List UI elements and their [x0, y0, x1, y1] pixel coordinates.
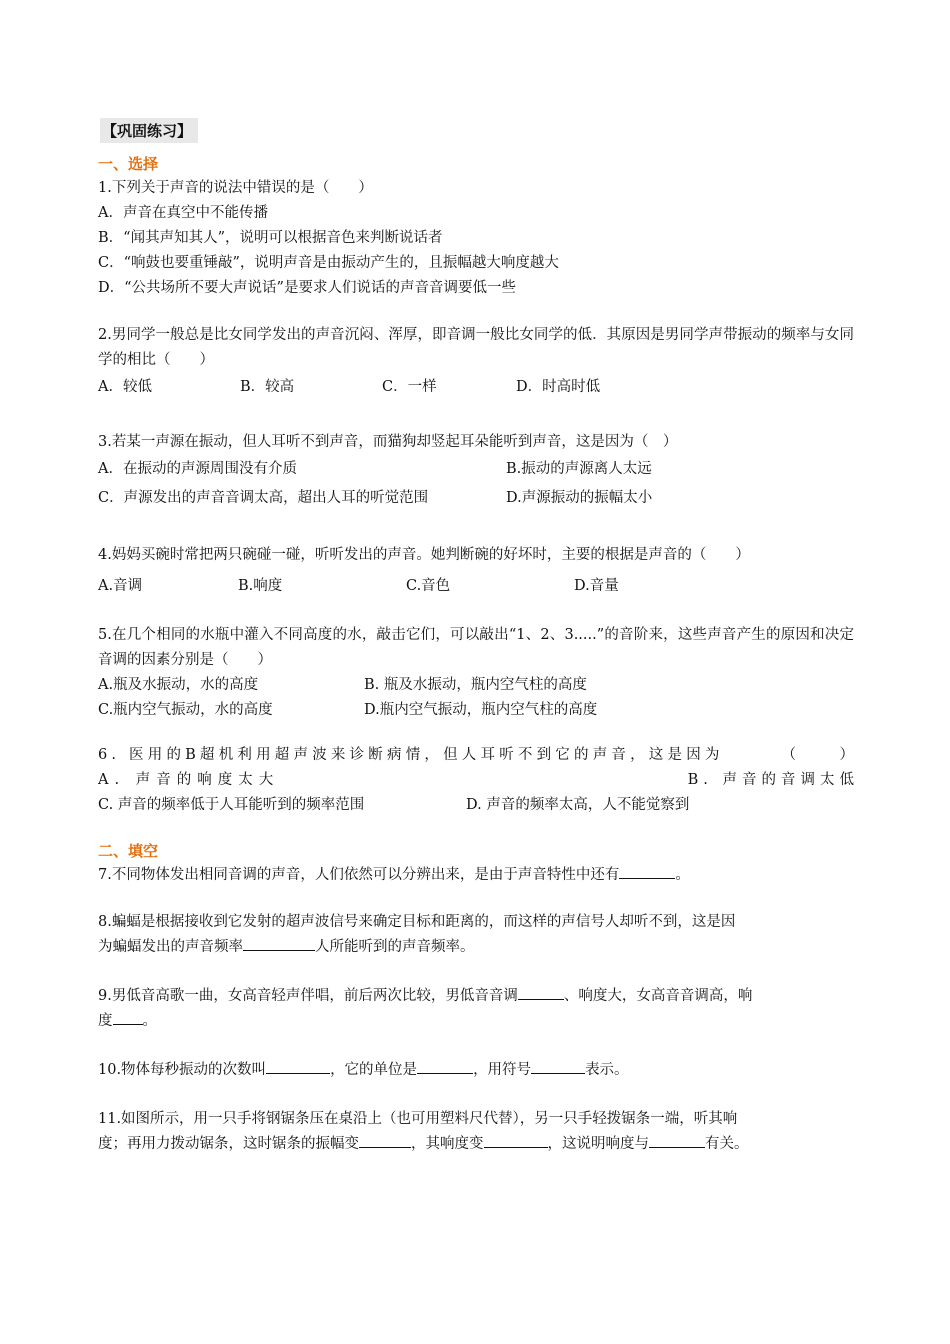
question-6-options-row1: [98, 768, 859, 793]
question-11-text-2: ，其响度变: [411, 1136, 484, 1152]
question-8: [98, 910, 854, 960]
question-3-options-row1: [98, 455, 854, 484]
question-1-option-a: A．声音在真空中不能传播: [98, 205, 268, 221]
question-6-option-c: C. 声音的频率低于人耳能听到的频率范围: [98, 797, 365, 813]
question-4-option-c: C.音色: [406, 578, 451, 594]
question-7-blank[interactable]: [619, 863, 675, 879]
question-8-blank[interactable]: [243, 935, 315, 951]
question-10-text-2: ，它的单位是: [330, 1062, 418, 1078]
question-6-options-row2: [98, 793, 854, 818]
question-6-stem-bracket: （ ）: [781, 747, 854, 763]
question-4-option-b: B.响度: [238, 578, 283, 594]
question-2: [98, 323, 854, 402]
question-5-option-d: D.瓶内空气振动，瓶内空气柱的高度: [364, 702, 598, 718]
question-5-option-b: B. 瓶及水振动，瓶内空气柱的高度: [364, 677, 587, 693]
worksheet-heading: 【巩固练习】: [100, 118, 198, 143]
question-3-options-row2: [98, 484, 854, 513]
question-6-option-b: B. 声音的音调太低: [687, 772, 859, 788]
question-4-stem: 4.妈妈买碗时常把两只碗碰一碰，听听发出的声音。她判断碗的好坏时，主要的根据是声音的（ ）: [98, 547, 750, 563]
question-2-stem: 2.男同学一般总是比女同学发出的声音沉闷、浑厚，即音调一般比女同学的低．其原因是男同学声带振动的频率与女同学的相比（ ）: [98, 327, 854, 368]
question-7: [98, 863, 854, 888]
question-9-blank-1[interactable]: [518, 984, 564, 1000]
question-3-option-d: D.声源振动的振幅太小: [506, 490, 653, 506]
question-3-stem: 3.若某一声源在振动，但人耳听不到声音，而猫狗却竖起耳朵能听到声音，这是因为（ ）: [98, 434, 678, 450]
question-3-option-b: B.振动的声源离人太远: [506, 461, 652, 477]
question-3: [98, 430, 854, 513]
section-fill-heading: 二、填空: [98, 842, 159, 860]
question-11-blank-1[interactable]: [359, 1132, 411, 1148]
question-7-text-1: 7.不同物体发出相同音调的声音，人们依然可以分辨出来，是由于声音特性中还有: [98, 867, 620, 883]
question-10-blank-3[interactable]: [531, 1058, 585, 1074]
question-5-option-a: A.瓶及水振动，水的高度: [98, 677, 259, 693]
question-11-blank-2[interactable]: [484, 1132, 548, 1148]
question-2-options: [98, 373, 854, 402]
question-9-blank-2[interactable]: [113, 1009, 143, 1025]
question-10-text-3: ，用符号: [473, 1062, 532, 1078]
question-5-stem: 5.在几个相同的水瓶中灌入不同高度的水，敲击它们，可以敲出“1、2、3.....”的音阶来，这些声音产生的原因和决定音调的因素分别是（ ）: [98, 627, 854, 668]
question-6-option-d: D. 声音的频率太高，人不能觉察到: [466, 797, 690, 813]
question-11: [98, 1107, 854, 1157]
question-9-text-4: 。: [142, 1013, 157, 1029]
question-11-text-1: 度；再用力拨动锯条，这时锯条的振幅变: [98, 1136, 359, 1152]
question-5-option-c: C.瓶内空气振动，水的高度: [98, 702, 273, 718]
question-4: [98, 543, 854, 601]
question-11-text-4: 有关。: [705, 1136, 749, 1152]
question-6-stem-row: [98, 743, 854, 768]
question-5: [98, 623, 854, 723]
question-1-option-d: D．“公共场所不要大声说话”是要求人们说话的声音音调要低一些: [98, 280, 516, 296]
question-1: [98, 176, 854, 301]
question-3-option-c: C．声源发出的声音音调太高，超出人耳的听觉范围: [98, 490, 429, 506]
worksheet: [98, 118, 859, 1157]
question-4-options: [98, 572, 854, 601]
question-9: [98, 984, 854, 1034]
question-10-blank-2[interactable]: [417, 1058, 473, 1074]
question-9-text-2: 、响度大，女高音音调高，响: [563, 988, 753, 1004]
question-10-blank-1[interactable]: [266, 1058, 330, 1074]
question-4-option-a: A.音调: [98, 578, 143, 594]
question-10-text-4: 表示。: [585, 1062, 629, 1078]
question-1-option-b: B．“闻其声知其人”，说明可以根据音色来判断说话者: [98, 230, 443, 246]
question-9-text-1: 9.男低音高歌一曲，女高音轻声伴唱，前后两次比较，男低音音调: [98, 988, 518, 1004]
question-8-line-1: 8.蝙蝠是根据接收到它发射的超声波信号来确定目标和距离的，而这样的声信号人却听不到，这是因: [98, 914, 736, 930]
question-3-option-a: A．在振动的声源周围没有介质: [98, 461, 297, 477]
question-11-text-3: ，这说明响度与: [547, 1136, 649, 1152]
question-6: [98, 743, 859, 818]
question-11-line-1: 11.如图所示，用一只手将钢锯条压在桌沿上（也可用塑料尺代替），另一只手轻拨锯条一端，听其响: [98, 1111, 738, 1127]
question-5-options-row1: [98, 673, 854, 698]
question-5-options-row2: [98, 698, 854, 723]
question-10-text-1: 10.物体每秒振动的次数叫: [98, 1062, 267, 1078]
question-2-option-d: D．时高时低: [516, 379, 601, 395]
question-4-option-d: D.音量: [574, 578, 619, 594]
question-8-text-1: 为蝙蝠发出的声音频率: [98, 939, 243, 955]
section-choice-heading: 一、选择: [98, 155, 159, 173]
question-6-option-a: A. 声音的响度太大: [98, 772, 280, 788]
question-10: [98, 1058, 854, 1083]
question-7-text-2: 。: [675, 867, 690, 883]
question-2-option-c: C．一样: [382, 379, 437, 395]
question-9-text-3: 度: [98, 1013, 113, 1029]
question-11-blank-3[interactable]: [649, 1132, 705, 1148]
question-2-option-a: A．较低: [98, 379, 152, 395]
question-1-stem: 1.下列关于声音的说法中错误的是（ ）: [98, 180, 373, 196]
question-6-stem: 6. 医用的B超机利用超声波来诊断病情，但人耳听不到它的声音，这是因为: [98, 747, 724, 763]
question-8-text-2: 人所能听到的声音频率。: [315, 939, 475, 955]
question-1-option-c: C．“响鼓也要重锤敲”，说明声音是由振动产生的，且振幅越大响度越大: [98, 255, 559, 271]
question-2-option-b: B．较高: [240, 379, 295, 395]
